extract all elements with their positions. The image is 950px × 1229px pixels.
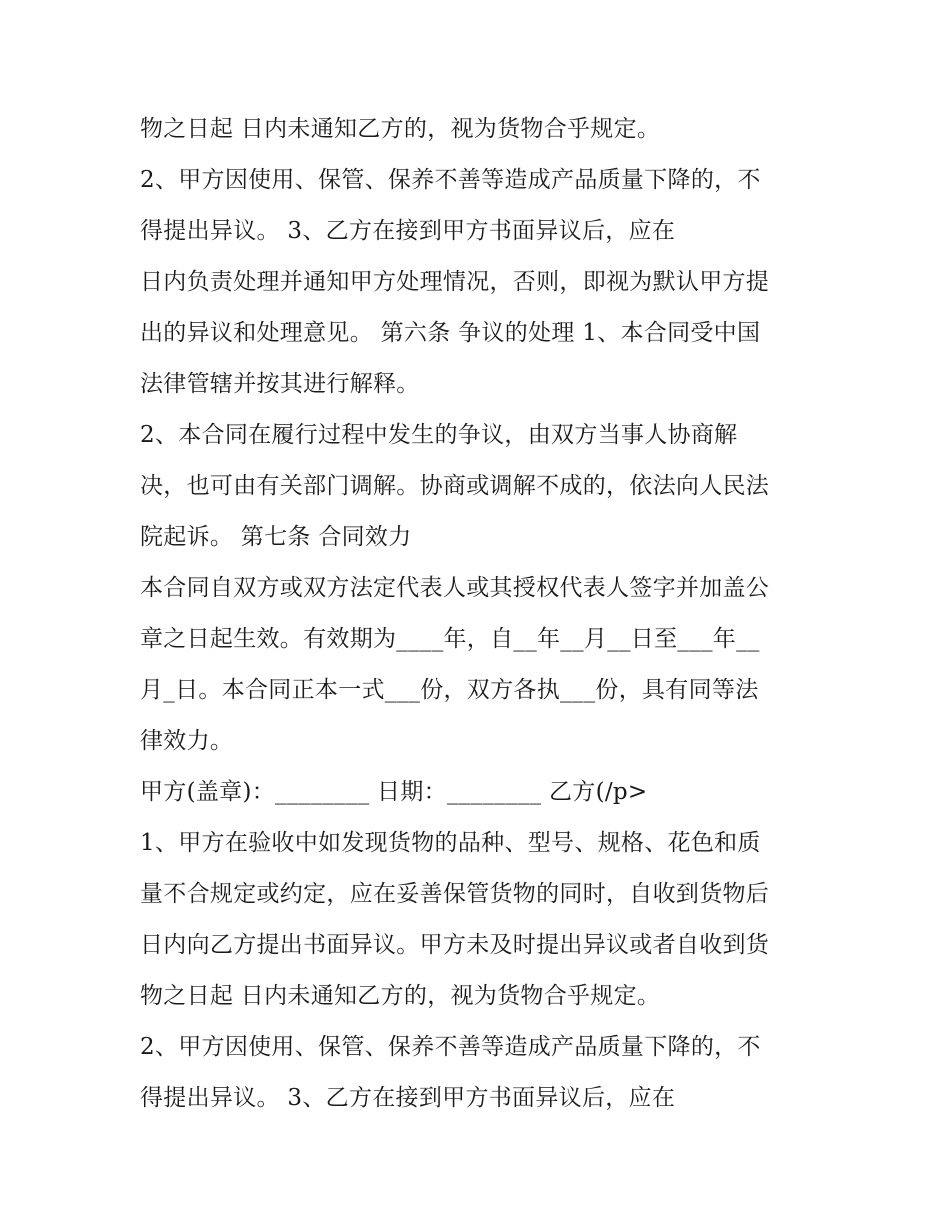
text-line: 2、甲方因使用、保管、保养不善等造成产品质量下降的，不: [140, 1034, 761, 1060]
signature-line: 甲方(盖章)：________ 日期：________ 乙方(/p>: [140, 779, 648, 805]
text-line: 日内负责处理并通知甲方处理情况，否则，即视为默认甲方提: [140, 269, 770, 295]
text-line: 法律管辖并按其进行解释。: [140, 371, 420, 397]
text-line: 本合同自双方或双方法定代表人或其授权代表人签字并加盖公: [140, 575, 770, 601]
document-body: [140, 104, 830, 1124]
text-line: 月_日。本合同正本一式___份，双方各执___份，具有同等法: [140, 677, 759, 703]
text-line: 量不合规定或约定，应在妥善保管货物的同时，自收到货物后: [140, 881, 770, 907]
text-line: 律效力。: [140, 728, 234, 754]
text-line: 出的异议和处理意见。 第六条 争议的处理 1、本合同受中国: [140, 320, 761, 346]
text-line: 决，也可由有关部门调解。协商或调解不成的，依法向人民法: [140, 473, 770, 499]
text-line: 物之日起 日内未通知乙方的，视为货物合乎规定。: [140, 116, 661, 142]
text-line: 1、甲方在验收中如发现货物的品种、型号、规格、花色和质: [140, 830, 761, 856]
text-line: 院起诉。 第七条 合同效力: [140, 524, 412, 550]
text-line: 物之日起 日内未通知乙方的，视为货物合乎规定。: [140, 983, 661, 1009]
text-line: 得提出异议。 3、乙方在接到甲方书面异议后，应在: [140, 1085, 676, 1111]
text-line: 2、甲方因使用、保管、保养不善等造成产品质量下降的，不: [140, 167, 761, 193]
text-line: 日内向乙方提出书面异议。甲方未及时提出异议或者自收到货: [140, 932, 770, 958]
text-line: 章之日起生效。有效期为____年，自__年__月__日至___年__: [140, 626, 760, 652]
text-line: 2、本合同在履行过程中发生的争议，由双方当事人协商解: [140, 422, 738, 448]
text-line: 得提出异议。 3、乙方在接到甲方书面异议后，应在: [140, 218, 676, 244]
